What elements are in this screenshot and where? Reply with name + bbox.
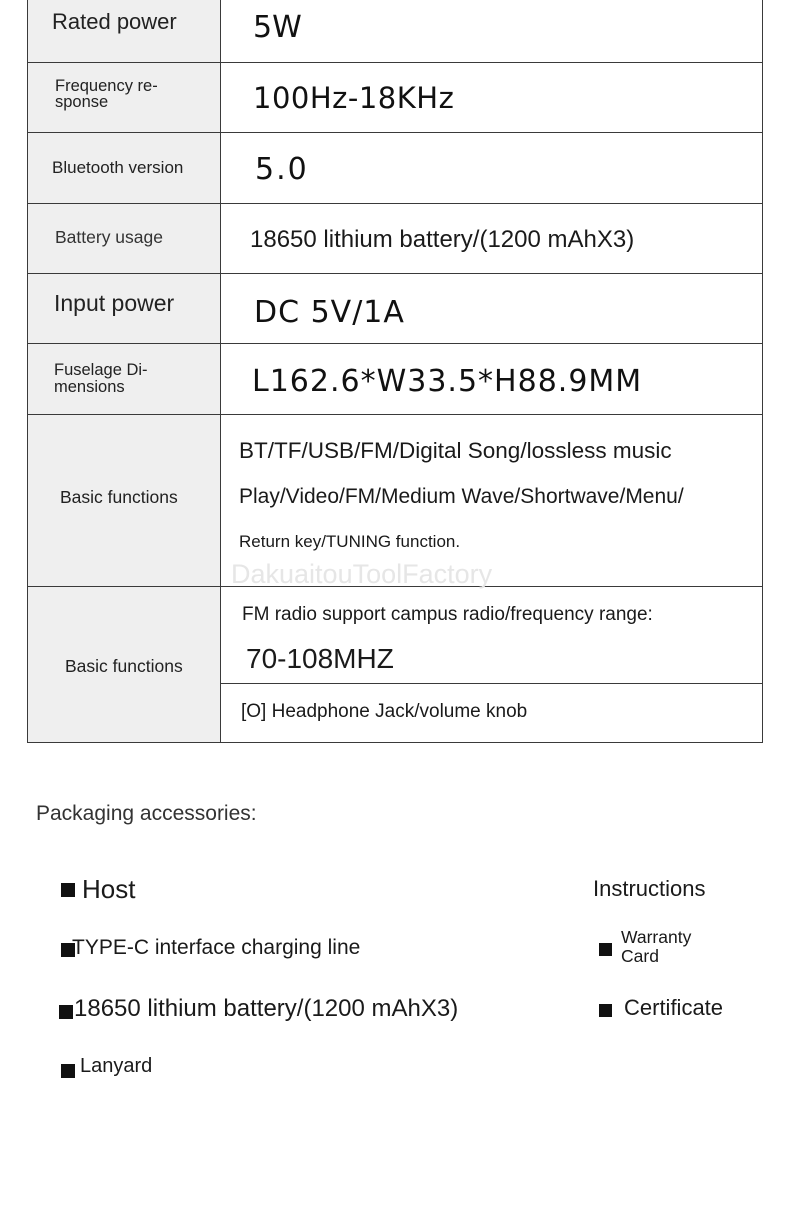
basic-functions-line: Play/Video/FM/Medium Wave/Shortwave/Menu/	[239, 485, 684, 508]
row-divider	[27, 414, 763, 415]
table-column-divider	[220, 0, 221, 743]
bullet-square-icon	[61, 1064, 75, 1078]
table-border-right	[762, 0, 763, 743]
row-divider	[27, 203, 763, 204]
basic-functions-line: BT/TF/USB/FM/Digital Song/lossless music	[239, 438, 672, 463]
frequency-response-value: 100Hz-18KHz	[253, 81, 455, 115]
fm-range-value: 70-108MHZ	[246, 643, 394, 674]
rated-power-value: 5W	[253, 10, 302, 45]
table-border-left	[27, 0, 28, 743]
basic-functions-line: Return key/TUNING function.	[239, 532, 461, 551]
bullet-square-icon	[59, 1005, 73, 1019]
bullet-square-icon	[61, 883, 75, 897]
frequency-response-label: Frequency re- sponse	[55, 77, 158, 111]
basic-functions-label: Basic functions	[60, 487, 178, 507]
list-item-label: TYPE-C interface charging line	[72, 936, 361, 959]
input-power-value: DC 5V/1A	[254, 295, 405, 330]
headphone-jack-text: [O] Headphone Jack/volume knob	[241, 701, 528, 722]
fuselage-dimensions-label: Fuselage Di- mensions	[54, 361, 148, 396]
battery-usage-value: 18650 lithium battery/(1200 mAhX3)	[250, 226, 635, 253]
row-divider	[27, 132, 763, 133]
fm-radio-text: FM radio support campus radio/frequency range:	[242, 604, 653, 625]
row-divider	[27, 343, 763, 344]
watermark: DakuaitouToolFactory	[231, 559, 493, 589]
list-item-label: Lanyard	[80, 1055, 153, 1077]
bullet-square-icon	[599, 1004, 612, 1017]
input-power-label: Input power	[54, 290, 175, 316]
instructions-label: Instructions	[593, 876, 706, 901]
subrow-divider	[220, 683, 763, 684]
bluetooth-version-label: Bluetooth version	[52, 158, 184, 177]
battery-usage-label: Battery usage	[55, 227, 163, 247]
list-item-label: 18650 lithium battery/(1200 mAhX3)	[74, 995, 459, 1022]
table-border-bottom	[27, 742, 763, 743]
fuselage-dimensions-value: L162.6*W33.5*H88.9MM	[252, 364, 643, 399]
bluetooth-version-value: 5.0	[255, 152, 309, 187]
basic-functions-label: Basic functions	[65, 656, 183, 676]
list-item-label: Certificate	[624, 995, 724, 1020]
list-item-label: Warranty Card	[621, 927, 692, 966]
list-item-label: Host	[82, 874, 136, 904]
bullet-square-icon	[599, 943, 612, 956]
rated-power-label: Rated power	[52, 9, 177, 34]
row-divider	[27, 62, 763, 63]
packaging-title: Packaging accessories:	[36, 802, 257, 825]
row-divider	[27, 273, 763, 274]
